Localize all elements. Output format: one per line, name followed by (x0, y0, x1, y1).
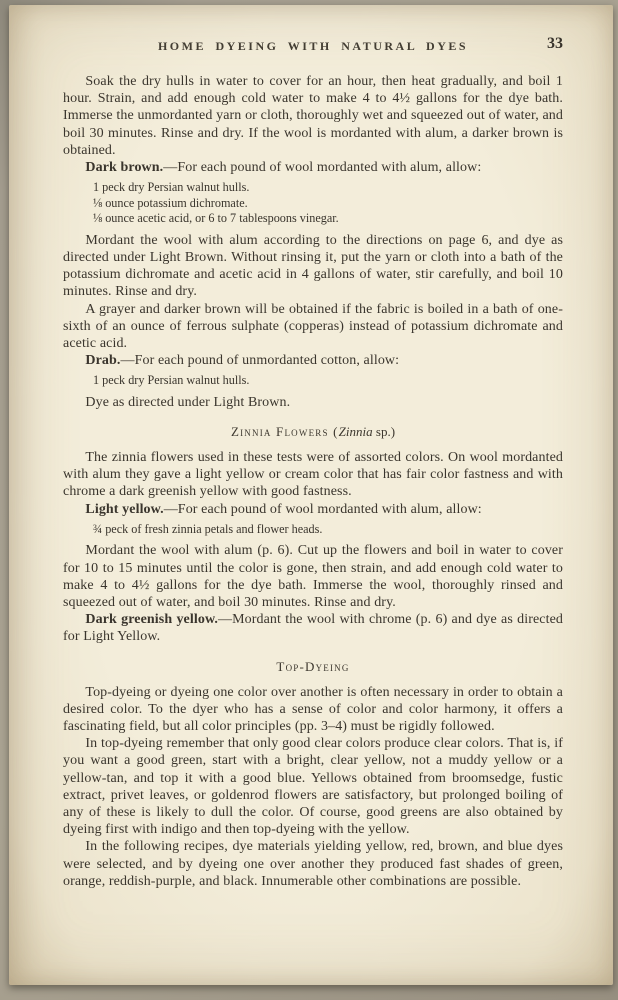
bold-lead-light-yellow: Light yellow. (85, 501, 164, 517)
paragraph-drab (63, 352, 563, 369)
heading-genus-italic: Zinnia (338, 424, 373, 440)
paragraph-top-dyeing-2: In top-dyeing remember that only good clear colors produce clear colors. That is, if you want a good green, start with a bright, clear yellow, not a muddy yellow or a yellow-tan, and top it with a good blue. Yellows obtained from broomsedge, fustic extract, privet leaves, or goldenrod flowers are satisfactory, but prolonged boiling of any of these is likely to dull the color. Of course, good greens are also obtained by dyeing first with indigo and then top-dyeing with the yellow. (63, 736, 563, 838)
paragraph-dark-brown (63, 159, 563, 176)
paragraph-text: —For each pound of unmordanted cotton, allow: (120, 353, 400, 369)
section-heading-zinnia-flowers (63, 424, 563, 440)
recipe-item: ¾ peck of fresh zinnia petals and flower heads. (93, 521, 323, 536)
paragraph-text: —For each pound of wool mordanted with alum, allow: (163, 501, 482, 517)
bold-lead-dark-brown: Dark brown. (85, 160, 164, 176)
page-title: HOME DYEING WITH NATURAL DYES (157, 39, 469, 53)
heading-text: Zinnia Flowers ( (230, 424, 339, 440)
heading-text: Top-Dyeing (276, 658, 350, 674)
book-page (9, 5, 613, 985)
recipe-list-drab (93, 373, 563, 389)
bold-lead-drab: Drab. (85, 353, 121, 369)
paragraph-light-yellow (63, 501, 563, 518)
heading-text: sp.) (372, 424, 396, 440)
page-number: 33 (547, 35, 563, 52)
paragraph-zinnia-intro: The zinnia flowers used in these tests were of assorted colors. On wool mordanted with alum they gave a light yellow or cream color that has fair color fastness and with chrome a dark greenish yellow with good fastness. (63, 450, 563, 500)
running-head (63, 37, 563, 59)
paragraph-mordant-alum: Mordant the wool with alum according to the directions on page 6, and dye as directed under Light Brown. Without rinsing it, put the yarn or cloth into a bath of the potassium dichromate and acetic acid in 4 gallons of water, stir carefully, and boil 10 minutes. Rinse and dry. (63, 232, 563, 300)
paragraph-grayer-brown: A grayer and darker brown will be obtained if the fabric is boiled in a bath of one-sixth of an ounce of ferrous sulphate (copperas) instead of potassium dichromate and acetic acid. (63, 301, 563, 351)
paragraph-top-dyeing-1: Top-dyeing or dyeing one color over another is often necessary in order to obtain a desired color. To the dyer who has a sense of color and color harmony, it offers a fascinating field, but all color principles (pp. 3–4) must be rigidly followed. (63, 684, 563, 734)
paragraph-text: —For each pound of wool mordanted with alum, allow: (163, 160, 482, 176)
paragraph-mordant-zinnia: Mordant the wool with alum (p. 6). Cut up the flowers and boil in water to cover for 10 to 15 minutes until the color is gone, then strain, and add enough cold water to make 4 to 4½ gallons for the dye bath. Immerse the wool, thoroughly rinsed and squeezed out of water, and boil 30 minutes. Rinse and dry. (63, 543, 563, 610)
recipe-list-dark-brown (93, 180, 563, 227)
paragraph-soak-hulls: Soak the dry hulls in water to cover for an hour, then heat gradually, and boil 1 hour. Strain, and add enough cold water to make 4 to 4½ gallons for the dye bath. Immerse the unmordanted yarn or cloth, thoroughly wet and squeezed out of water, and boil 30 minutes. Rinse and dry. If the wool is mordanted with alum, a darker brown is obtained. (63, 74, 563, 158)
recipe-item: ⅛ ounce potassium dichromate. (93, 195, 248, 210)
recipe-list-light-yellow (93, 522, 563, 538)
bold-lead-dark-greenish: Dark greenish yellow. (85, 612, 218, 628)
paragraph-dye-directed: Dye as directed under Light Brown. (85, 394, 291, 410)
recipe-item: 1 peck dry Persian walnut hulls. (93, 373, 250, 388)
paragraph-text: —Mordant the wool with chrome (p. 6) and dye as directed for Light Yellow. (63, 612, 563, 645)
section-heading-top-dyeing (63, 659, 563, 675)
paragraph-top-dyeing-3: In the following recipes, dye materials yielding yellow, red, brown, and blue dyes were selected, and by dyeing one over another they produced fast shades of green, orange, reddish-purple, and black. Innumerable other combinations are possible. (63, 839, 563, 889)
paragraph-dark-greenish-yellow (63, 611, 563, 645)
recipe-item: ⅛ ounce acetic acid, or 6 to 7 tablespoons vinegar. (93, 211, 339, 226)
recipe-item: 1 peck dry Persian walnut hulls. (93, 180, 250, 195)
